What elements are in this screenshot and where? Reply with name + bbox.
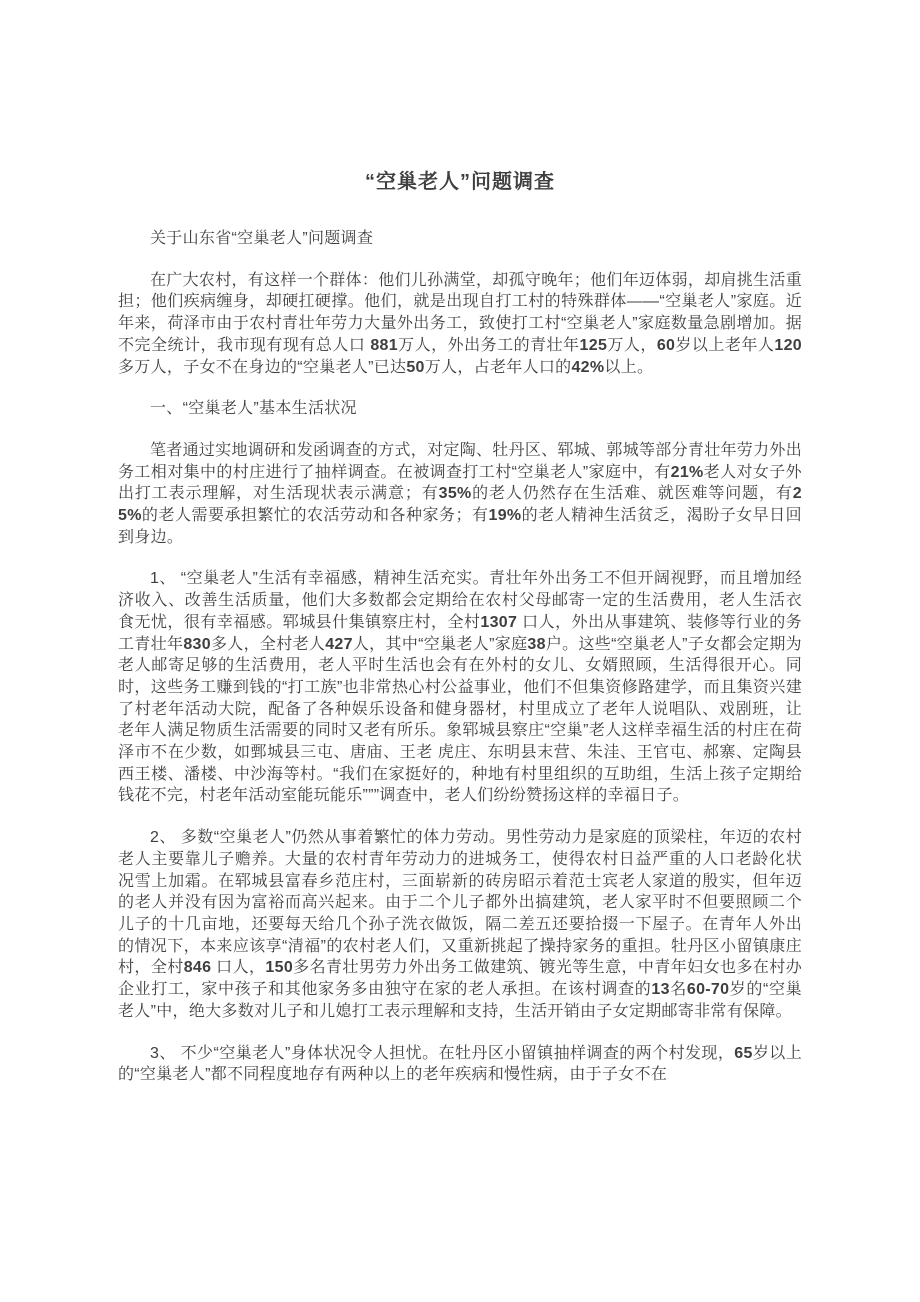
text-run: 口人， <box>211 959 266 977</box>
text-run-bold: 38 <box>527 635 546 653</box>
text-run: 口人，外出从事建筑、装修等行业的务工青壮年 <box>118 613 802 653</box>
text-run-bold: 13 <box>651 981 670 999</box>
text-run-bold: 150 <box>265 959 294 977</box>
paragraph-overview <box>118 270 802 379</box>
document-body <box>118 228 802 1086</box>
text-run: 1、 “空巢老人”生活有幸福感，精神生活充实。青壮年外出务工不但开阔视野，而且增加经济收入、改善生活质量，他们大多数都会定期给在农村父母邮寄一定的生活费用，老人生活衣食无忧，很有幸福感。郓城县什集镇察庄村，全村 <box>118 570 802 631</box>
text-run: 万人，外出务工的青壮年 <box>397 336 580 354</box>
text-run-bold: 25% <box>118 485 802 525</box>
paragraph-intro-subtitle <box>118 228 802 250</box>
document-title: “空巢老人”问题调查 <box>365 171 555 193</box>
text-run: 在广大农村，有这样一个群体：他们儿孙满堂，却孤守晚年；他们年迈体弱，却肩挑生活重担；他们疾病缠身，却硬扛硬撑。他们，就是出现自打工村的特殊群体——“空巢老人”家庭。近年来，荷泽市由于农村青壮年劳力大量外出务工，致使打工村“空巢老人”家庭数量急剧增加。据不完全统计，我市现有现有总人口 <box>118 271 803 354</box>
text-run-bold: 35% <box>438 485 472 503</box>
text-run: 多人，全村老人 <box>210 635 326 653</box>
text-run: 岁以上的“空巢老人”都不同程度地存有两种以上的老年疾病和慢性病，由于子女不在 <box>118 1044 802 1084</box>
text-run: 的老人需要承担繁忙的农活劳动和各种家务；有 <box>141 507 489 525</box>
text-run: 以上。 <box>604 358 654 376</box>
text-run: 岁的“空巢老人”中，绝大多数对儿子和儿媳打工表示理解和支持，生活开销由子女定期邮寄非常有保障。 <box>118 981 802 1020</box>
text-run: 的老人仍然存在生活难、就医难等问题，有 <box>471 485 793 503</box>
text-run: 多名青壮男劳力外出务工做建筑、镀光等生意，中青年妇女也多在村办企业打工，家中孩子和其他家务多由独守在家的老人承担。在该村调查的 <box>118 959 802 999</box>
text-run-bold: 1307 <box>480 613 518 631</box>
text-run-bold: 125 <box>579 336 608 354</box>
text-run-bold: 120 <box>774 336 802 354</box>
text-run: 岁以上老年人 <box>675 336 775 354</box>
text-run-bold: 427 <box>325 635 353 653</box>
text-run-bold: 846 <box>183 959 212 977</box>
paragraph-survey-method <box>118 440 802 549</box>
text-run-bold: 65 <box>734 1044 753 1062</box>
text-run: 关于山东省“空巢老人”问题调查 <box>150 230 374 247</box>
text-run-bold: 881 <box>370 336 398 354</box>
text-run-bold: 19% <box>488 507 522 525</box>
text-run: 的老人精神生活贫乏，渴盼子女早日回到身边。 <box>118 507 802 546</box>
text-run: 户。这些“空巢老人”子女都会定期为老人邮寄足够的生活费用，老人平时生活也会有在外村的女儿、女婿照顾，生活得很开心。同时，这些务工赚到钱的“打工族”也非常热心村公益事业，他们不但集资修路建学，而且集资兴建了村老年活动大院，配备了各种娱乐设备和健身器材，村里成立了老年人说唱队、戏剧班，让老年人满足物质生活需要的同时又老有所乐。象郓城县察庄“空巢”老人这样幸福生活的村庄在荷泽市不在少数，如鄄城县三屯、唐庙、王老 虎庄、东明县末营、朱洼、王官屯、郝寨、定陶县西王楼、潘楼、中沙海等村。“我们在家挺好的，种地有村里组织的互助组，生活上孩子定期给钱花不完，村老年活动室能玩能乐”””调查中，老人们纷纷赞扬这样的幸福日子。 <box>118 635 802 805</box>
section-heading-1 <box>118 398 802 420</box>
text-run: 笔者通过实地调研和发函调查的方式，对定陶、牡丹区、郓城、郭城等部分青壮年劳力外出务工相对集中的村庄进行了抽样调查。在被调查打工村“空巢老人”家庭中，有 <box>118 441 803 481</box>
paragraph-point-1 <box>118 568 802 807</box>
text-run: 2、 多数“空巢老人”仍然从事着繁忙的体力劳动。男性劳动力是家庭的顶梁柱，年迈的农村老人主要靠儿子赡养。大量的农村青年劳动力的进城务工，使得农村日益严重的人口老龄化状况雪上加霜。在郓城县富春乡范庄村，三面崭新的砖房昭示着范士宾老人家道的殷实，但年迈的老人并没有因为富裕而高兴起来。由于二个儿子都外出搞建筑，老人家平时不但要照顾二个儿子的十几亩地，还要每天给几个孙子洗衣做饭，隔二差五还要拾掇一下屋子。在青年人外出的情况下，本来应该享“清福”的农村老人们，又重新挑起了操持家务的重担。牡丹区小留镇康庄村，全村 <box>118 829 802 977</box>
text-run: 万人， <box>607 336 657 354</box>
text-run: 名 <box>669 981 687 999</box>
text-run-bold: 60-70 <box>686 981 730 999</box>
text-run-bold: 830 <box>183 635 211 653</box>
text-run: 一、“空巢老人”基本生活状况 <box>150 400 357 418</box>
paragraph-point-2 <box>118 827 802 1022</box>
text-run: 多万人，子女不在身边的“空巢老人”已达 <box>118 358 407 376</box>
text-run-bold: 42% <box>571 358 605 376</box>
text-run-bold: 60 <box>656 336 676 354</box>
text-run: 老人对女子外出打工表示理解，对生活现状表示满意；有 <box>118 463 802 503</box>
text-run: 3、 不少“空巢老人”身体状况令人担忧。在牡丹区小留镇抽样调查的两个村发现， <box>150 1044 735 1062</box>
text-run-bold: 50 <box>406 358 425 376</box>
paragraph-point-3 <box>118 1043 802 1086</box>
text-run: 人，其中“空巢老人”家庭 <box>352 635 528 653</box>
text-run-bold: 21% <box>670 463 704 481</box>
text-run: 万人，占老年人口的 <box>424 358 572 376</box>
